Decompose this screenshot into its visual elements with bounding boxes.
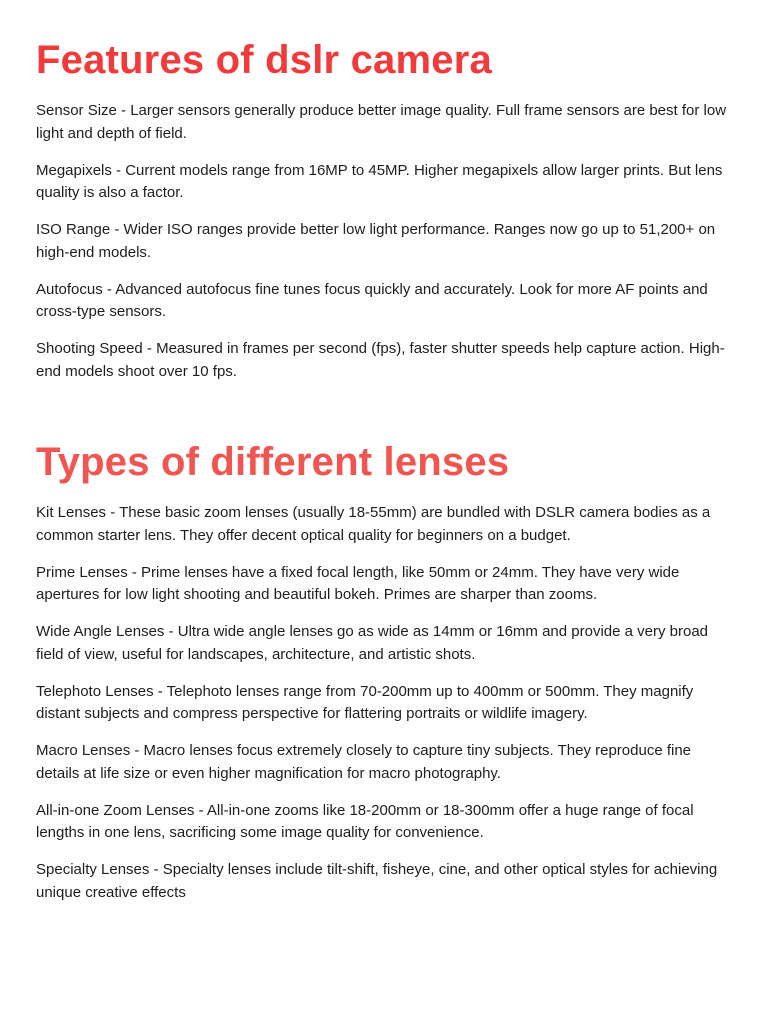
paragraph-prime-lenses: Prime Lenses - Prime lenses have a fixed focal length, like 50mm or 24mm. They have very wide apertures for low light shooting and beautiful bokeh. Primes are sharper than zooms.	[36, 563, 680, 603]
paragraph-megapixels: Megapixels - Current models range from 16MP to 45MP. Higher megapixels allow larger prints. But lens quality is also a factor.	[36, 161, 723, 201]
paragraph-kit-lenses: Kit Lenses - These basic zoom lenses (usually 18-55mm) are bundled with DSLR camera bodies as a common starter lens. They offer decent optical quality for beginners on a budget.	[36, 504, 711, 544]
features-section	[36, 34, 736, 398]
paragraph-macro-lenses: Macro Lenses - Macro lenses focus extremely closely to capture tiny subjects. They reproduce fine details at life size or even higher magnification for macro photography.	[36, 742, 692, 782]
paragraph-all-in-one-zoom-lenses: All-in-one Zoom Lenses - All-in-one zooms like 18-200mm or 18-300mm offer a huge range of focal lengths in one lens, sacrificing some image quality for convenience.	[36, 801, 694, 841]
paragraph-sensor-size: Sensor Size - Larger sensors generally produce better image quality. Full frame sensors are best for low light and depth of field.	[36, 102, 727, 142]
paragraph-specialty-lenses: Specialty Lenses - Specialty lenses include tilt-shift, fisheye, cine, and other optical styles for achieving unique creative effects	[36, 861, 718, 901]
lenses-section	[36, 436, 736, 919]
paragraph-telephoto-lenses: Telephoto Lenses - Telephoto lenses range from 70-200mm up to 400mm or 500mm. They magnify distant subjects and compress perspective for flattering portraits or wildlife imagery.	[36, 682, 694, 722]
paragraph-autofocus: Autofocus - Advanced autofocus fine tunes focus quickly and accurately. Look for more AF points and cross-type sensors.	[36, 280, 708, 320]
paragraph-iso-range: ISO Range - Wider ISO ranges provide better low light performance. Ranges now go up to 51,200+ on high-end models.	[36, 221, 716, 261]
lenses-heading: Types of different lenses	[36, 440, 510, 484]
paragraph-shooting-speed: Shooting Speed - Measured in frames per second (fps), faster shutter speeds help capture action. High-end models shoot over 10 fps.	[36, 340, 725, 380]
features-heading: Features of dslr camera	[36, 38, 492, 82]
paragraph-wide-angle-lenses: Wide Angle Lenses - Ultra wide angle lenses go as wide as 14mm or 16mm and provide a very broad field of view, useful for landscapes, architecture, and artistic shots.	[36, 623, 709, 663]
